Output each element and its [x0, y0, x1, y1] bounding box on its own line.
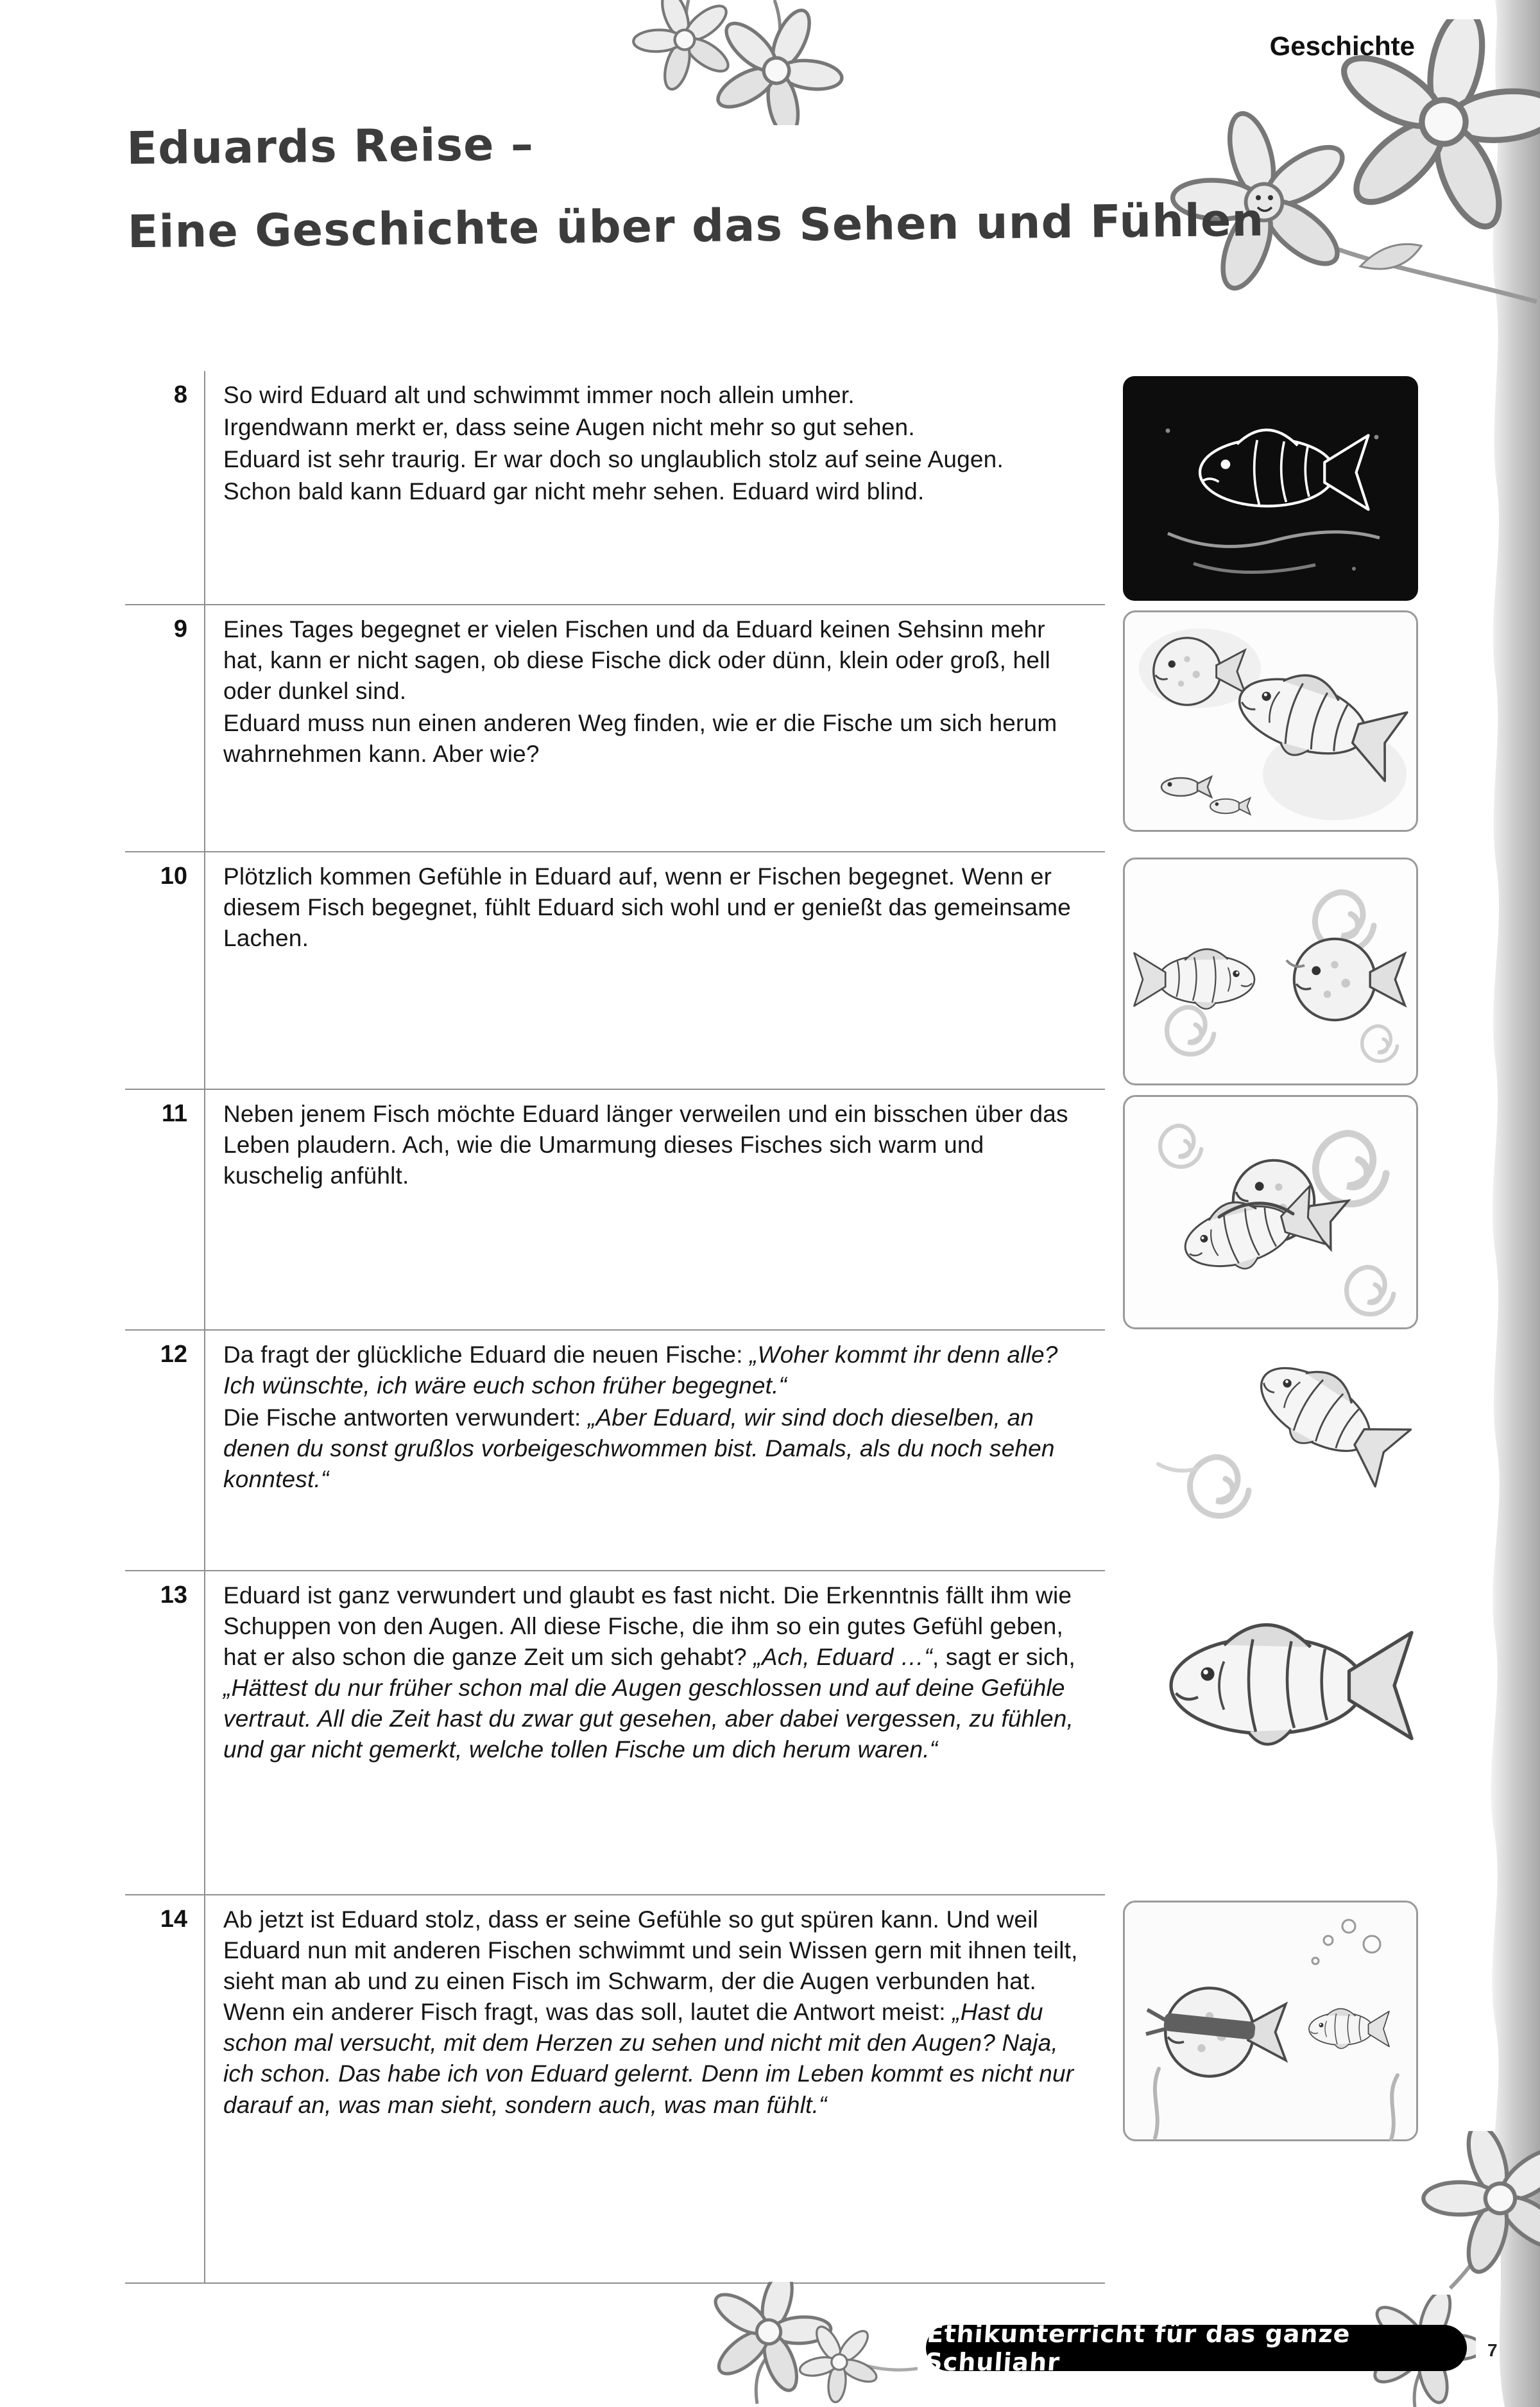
- row-text: Eines Tages begegnet er vielen Fischen und da Eduard keinen Sehsinn mehr hat, kann er nicht sagen, ob diese Fische dick oder dünn, klein oder groß, hell oder dunkel sind. Eduard muss nun einen anderen Weg finden, wie er die Fische um sich herum wahrnehmen kann. Aber wie?: [223, 616, 1057, 768]
- row-number: 14: [125, 1895, 205, 2284]
- page-number: 7: [1487, 2340, 1498, 2360]
- story-table: [125, 371, 1418, 2284]
- section-label: Geschichte: [1269, 31, 1415, 61]
- row-number: 11: [125, 1090, 205, 1331]
- illustration-two-fish-laughing: [1123, 852, 1418, 1085]
- story-row-10: [125, 852, 1418, 1090]
- row-number: 13: [125, 1571, 205, 1895]
- page-title-line2: Eine Geschichte über das Sehen und Fühlen: [127, 193, 1265, 258]
- row-number: 12: [125, 1331, 205, 1571]
- story-row-14: [125, 1895, 1418, 2284]
- row-number: 9: [125, 605, 205, 852]
- row-number: 8: [125, 371, 205, 605]
- page-title: [126, 96, 1265, 274]
- illustration-large-fish: [1123, 1571, 1418, 1791]
- page-title-line1: Eduards Reise –: [126, 117, 535, 175]
- row-text: So wird Eduard alt und schwimmt immer noch allein umher. Irgendwann merkt er, dass seine Augen nicht mehr so gut sehen. Eduard ist sehr traurig. Er war doch so unglaublich stolz auf seine Augen. Schon bald kann Eduard gar nicht mehr sehen. Eduard wird blind.: [223, 382, 1004, 505]
- illustration-blindfolded-fish: [1123, 1895, 1418, 2141]
- scanned-page-edge: [1469, 0, 1540, 2407]
- flower-decoration-corner: [1412, 2131, 1540, 2291]
- story-row-12: [125, 1331, 1418, 1571]
- story-row-8: [125, 371, 1418, 605]
- story-row-9: [125, 605, 1418, 852]
- row-number: 10: [125, 852, 205, 1090]
- footer-series-bar: [923, 2320, 1467, 2376]
- row-text: Plötzlich kommen Gefühle in Eduard auf, wenn er Fischen begegnet. Wenn er diesem Fisch begegnet, fühlt Eduard sich wohl und er genießt das gemeinsame Lachen.: [223, 863, 1072, 952]
- row-text: Neben jenem Fisch möchte Eduard länger verweilen und ein bisschen über das Leben plaudern. Ach, wie die Umarmung dieses Fisches sich warm und kuschelig anfühlt.: [223, 1101, 1068, 1189]
- row-text: Eduard ist ganz verwundert und glaubt es fast nicht. Die Erkenntnis fällt ihm wie Schuppen von den Augen. All diese Fische, die ihm so ein gutes Gefühl geben, hat er also schon die ganze Zeit um sich gehabt? „Ach, Eduard …“, sagt er sich, „Hättest du nur früher schon mal die Augen geschlossen und auf deine Gefühle vertraut. All die Zeit hast du zwar gut gesehen, aber dabei vergessen, zu fühlen, und gar nicht gemerkt, welche tollen Fische um dich herum waren.“: [223, 1582, 1075, 1763]
- illustration-fish-swirl: [1123, 1331, 1418, 1528]
- story-row-13: [125, 1571, 1418, 1895]
- illustration-blind-fish-darkness: [1123, 371, 1418, 601]
- illustration-fish-group: [1123, 605, 1418, 832]
- illustration-fish-hug: [1123, 1090, 1418, 1329]
- footer-series-title: Ethikunterricht für das ganze Schuljahr: [923, 2320, 1352, 2376]
- row-text: Ab jetzt ist Eduard stolz, dass er seine Gefühle so gut spüren kann. Und weil Eduard nun mit anderen Fischen schwimmt und sein Wissen gern mit ihnen teilt, sieht man ab und zu einen Fisch im Schwarm, der die Augen verbunden hat. Wenn ein anderer Fisch fragt, was das soll, lautet die Antwort meist: „Hast du schon mal versucht, mit dem Herzen zu sehen und nicht mit den Augen? Naja, ich schon. Das habe ich von Eduard gelernt. Denn im Leben kommt es nicht nur darauf an, was man sieht, sondern auch, was man fühlt.“: [223, 1906, 1078, 2118]
- story-row-11: [125, 1090, 1418, 1331]
- row-text: Da fragt der glückliche Eduard die neuen Fische: „Woher kommt ihr denn alle? Ich wünschte, ich wäre euch schon früher begegnet.“ Die Fische antworten verwundert: „Aber Eduard, wir sind doch dieselben, an denen du sonst grußlos vorbeigeschwommen bist. Damals, als du noch sehen konntest.“: [223, 1342, 1058, 1493]
- flower-decoration-bottom-center: [699, 2282, 918, 2407]
